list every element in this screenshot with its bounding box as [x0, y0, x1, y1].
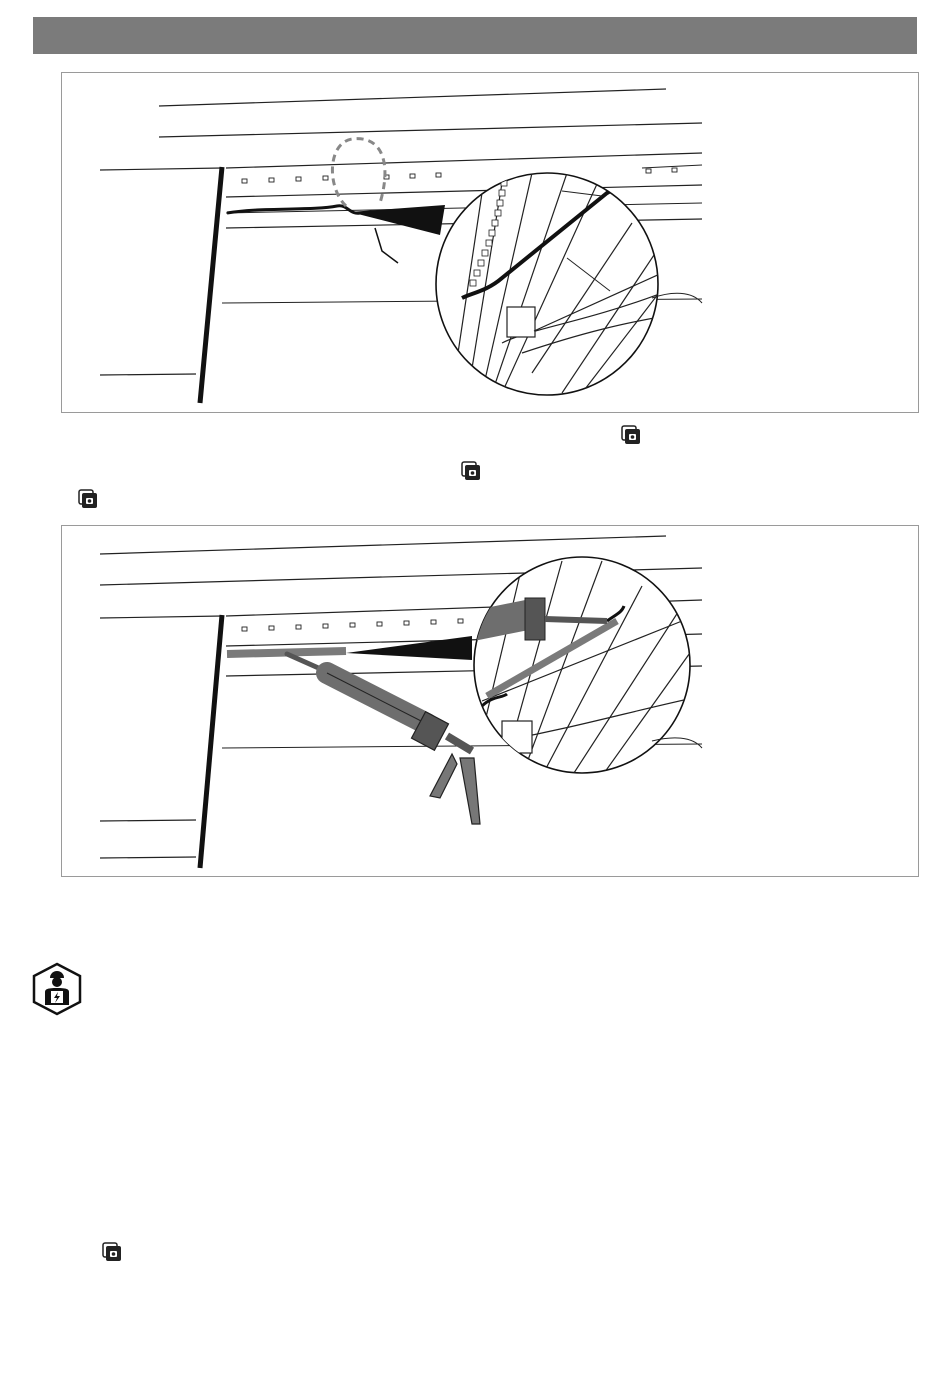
sealant-application-figure: [61, 525, 919, 877]
cable-routing-illustration: [62, 73, 918, 412]
qualified-electrician-icon: [30, 962, 84, 1016]
photo-document-icon[interactable]: [78, 489, 98, 509]
photo-document-icon[interactable]: [102, 1242, 122, 1262]
photo-document-icon[interactable]: [621, 425, 641, 445]
cable-routing-figure: [61, 72, 919, 413]
sealant-application-illustration: [62, 526, 918, 876]
header-bar: [33, 17, 917, 54]
photo-document-icon[interactable]: [461, 461, 481, 481]
